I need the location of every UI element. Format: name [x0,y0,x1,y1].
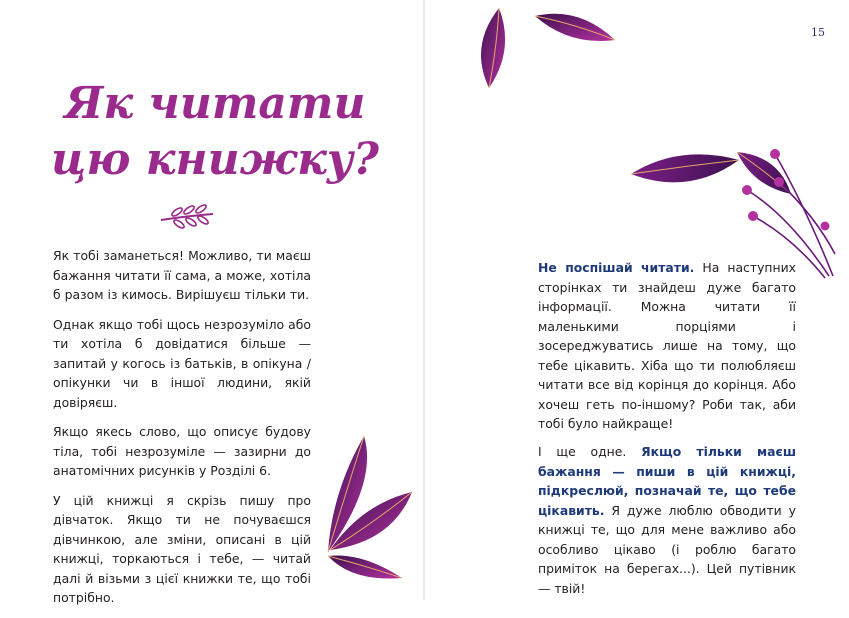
paragraph [538,258,796,434]
paragraph [538,442,796,598]
paragraph-text: Я дуже люблю обводити у книжці те, що для мене важливо або особливо цікаво (і роблю багато приміток на берегах...). Цей путівник — твій! [538,502,796,596]
sprig-ornament-icon [157,202,217,232]
paragraph-lead: І ще одне. [538,444,642,459]
paragraph: Якщо якесь слово, що описує будову тіла, тобі незрозуміле — зазирни до анатомічних рисунків у Розділі 6. [53,424,311,478]
paragraph: Як тобі заманеться! Можливо, ти маєш бажання читати її сама, а може, хотіла б разом із кимось. Вирішуєш тільки ти. [53,248,311,302]
paragraph-text: На наступних сторінках ти знайдеш дуже багато інформації. Можна читати її маленькими порціями і зосереджуватись лише на тому, що тебе цікавить. Хіба що ти полюбляєш читати все від корінця до корінця. Або хочеш геть по-іншому? Роби так, аби тобі було найкраще! [538,260,796,431]
left-page [0,0,424,605]
leaf-pair-icon [469,6,619,92]
title-line-1: Як читати [64,78,366,129]
right-body-text-2 [538,442,796,608]
emphasis-text: Не поспішай читати. [538,260,695,275]
title-line-2: цю книжку? [51,134,379,185]
paragraph: У цій книжці я скрізь пишу про дівчаток. Якщо ти не почуваєшся дівчинкою, але зміни, описані в цій книжці, торкаються і тебе, — читай далі й візьми з цієї книжки те, що тобі потрібно. [53,492,311,605]
page-title [50,76,380,188]
page-number: 15 [811,26,825,39]
left-body-text [53,246,311,618]
right-page [425,0,849,600]
leaf-cluster-icon [322,432,422,582]
right-body-text-1 [538,258,796,444]
emphasis-text: Якщо тільки маєш бажання — пиши в цій книжці, підкреслюй, позначай те, що тебе цікавить. [538,444,797,518]
paragraph: Однак якщо тобі щось незрозуміло або ти хотіла б довідатися більше — запитай у когось із батьків, в опікуна / опікунки чи в іншої людини, якій довіряєш. [53,316,311,410]
